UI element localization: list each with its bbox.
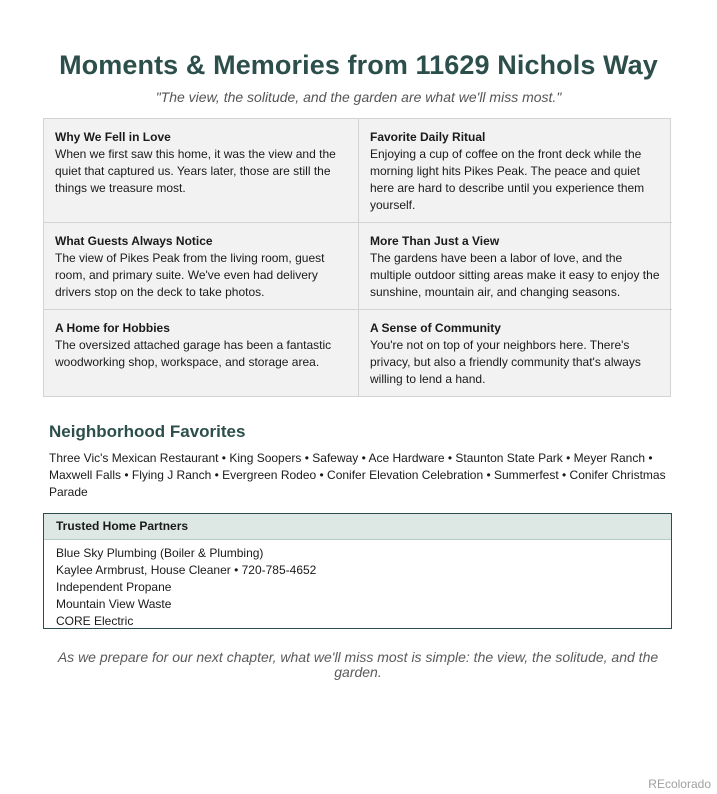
card-why-we-fell-in-love bbox=[44, 119, 359, 223]
partner-item: Mountain View Waste bbox=[56, 597, 172, 611]
page-title: Moments & Memories from 11629 Nichols Way bbox=[59, 50, 658, 80]
page-subtitle-quote: "The view, the solitude, and the garden are what we'll miss most." bbox=[155, 89, 562, 105]
closing-statement: As we prepare for our next chapter, what we'll miss most is simple: the view, the solitude, and the garden. bbox=[57, 649, 659, 680]
card-text: The gardens have been a labor of love, and the multiple outdoor sitting areas make it easy to enjoy the sunshine, mountain air, and changing seasons. bbox=[370, 251, 660, 299]
card-title: A Sense of Community bbox=[370, 321, 501, 335]
partner-item: Independent Propane bbox=[56, 580, 172, 594]
neighborhood-favorites-list: Three Vic's Mexican Restaurant • King Soopers • Safeway • Ace Hardware • Staunton State Park • Meyer Ranch • Maxwell Falls • Flying J Ranch • Evergreen Rodeo • Conifer Elevation Celebration • Summerfest • Conifer Christmas Parade bbox=[49, 451, 666, 499]
card-more-than-a-view bbox=[359, 223, 672, 310]
card-favorite-daily-ritual bbox=[359, 119, 672, 223]
card-title: Favorite Daily Ritual bbox=[370, 130, 486, 144]
neighborhood-heading: Neighborhood Favorites bbox=[49, 422, 246, 441]
card-title: More Than Just a View bbox=[370, 234, 500, 248]
partners-list bbox=[44, 540, 671, 635]
card-text: Enjoying a cup of coffee on the front deck while the morning light hits Pikes Peak. The peace and quiet here are hard to describe until you experience them yourself. bbox=[370, 147, 645, 212]
card-what-guests-notice bbox=[44, 223, 359, 310]
memories-grid bbox=[43, 118, 671, 397]
partner-item: Blue Sky Plumbing (Boiler & Plumbing) bbox=[56, 546, 264, 560]
card-title: What Guests Always Notice bbox=[55, 234, 213, 248]
recolorado-watermark: REcolorado bbox=[648, 777, 711, 791]
card-text: You're not on top of your neighbors here. There's privacy, but also a friendly community that's always willing to lend a hand. bbox=[370, 338, 641, 386]
card-sense-of-community bbox=[359, 310, 672, 396]
card-title: Why We Fell in Love bbox=[55, 130, 171, 144]
card-text: The view of Pikes Peak from the living room, guest room, and primary suite. We've even had delivery drivers stop on the deck to take photos. bbox=[55, 251, 325, 299]
trusted-partners-box bbox=[43, 513, 672, 629]
card-home-for-hobbies bbox=[44, 310, 359, 396]
card-text: When we first saw this home, it was the view and the quiet that captured us. Years later, those are still the things we treasure most. bbox=[55, 147, 336, 195]
card-text: The oversized attached garage has been a fantastic woodworking shop, workspace, and storage area. bbox=[55, 338, 332, 369]
partners-heading: Trusted Home Partners bbox=[44, 514, 671, 540]
card-title: A Home for Hobbies bbox=[55, 321, 170, 335]
partner-item: Kaylee Armbrust, House Cleaner • 720-785-4652 bbox=[56, 563, 317, 577]
partner-item: CORE Electric bbox=[56, 614, 134, 628]
